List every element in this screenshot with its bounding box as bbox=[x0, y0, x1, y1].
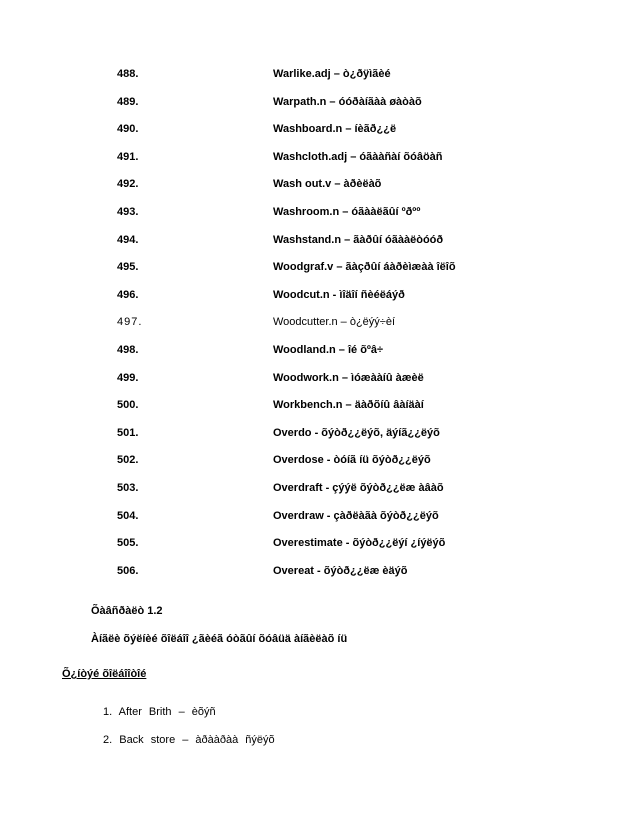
vocab-number: 489. bbox=[117, 95, 139, 108]
vocab-row bbox=[0, 232, 638, 260]
vocab-row bbox=[0, 94, 638, 122]
vocab-term: Washstand.n – ãàðûí óãààëòóóð bbox=[273, 233, 444, 246]
vocab-term: Woodcut.n - ìîäîí ñèéëáýð bbox=[273, 288, 405, 301]
vocab-row bbox=[0, 535, 638, 563]
vocab-number: 494. bbox=[117, 233, 139, 246]
section-title: Õàâñðàëò 1.2 bbox=[91, 605, 163, 617]
vocab-number: 500. bbox=[117, 399, 139, 412]
vocab-term: Woodland.n – îé õºâ÷ bbox=[273, 343, 384, 356]
vocab-row bbox=[0, 259, 638, 287]
vocabulary-list bbox=[0, 66, 638, 590]
section-description: Àíãëè õýëíèé õîëáîî ¿ãèéã óòãûí õóâüä àíãèëàõ íü bbox=[91, 633, 348, 645]
vocab-term: Overdraw - çàðëàãà õýòð¿¿ëýõ bbox=[273, 509, 439, 522]
vocab-row bbox=[0, 480, 638, 508]
vocab-number: 492. bbox=[117, 178, 139, 191]
vocab-number: 495. bbox=[117, 261, 139, 274]
vocab-term: Overestimate - õýòð¿¿ëýí ¿íýëýõ bbox=[273, 537, 446, 550]
vocab-number: 493. bbox=[117, 205, 139, 218]
subheading: Õ¿íòýé õîëáîîòîé bbox=[62, 668, 147, 680]
vocab-number: 498. bbox=[117, 343, 139, 356]
vocab-row bbox=[0, 121, 638, 149]
vocab-number: 501. bbox=[117, 426, 139, 439]
vocab-term: Washroom.n – óãààëãûí ºðºº bbox=[273, 205, 421, 218]
vocab-term: Woodcutter.n – ò¿ëýý÷èí bbox=[273, 316, 396, 329]
vocab-number: 504. bbox=[117, 509, 139, 522]
vocab-number: 490. bbox=[117, 123, 139, 136]
vocab-term: Woodgraf.v – ãàçðûí áàðèìæàà îëîõ bbox=[273, 261, 456, 274]
vocab-number: 505. bbox=[117, 537, 139, 550]
vocab-row bbox=[0, 397, 638, 425]
list-item: 1. After Brith – èõýñ bbox=[103, 706, 216, 718]
vocab-row bbox=[0, 508, 638, 536]
vocab-row bbox=[0, 287, 638, 315]
vocab-number: 502. bbox=[117, 454, 139, 467]
vocab-number: 503. bbox=[117, 481, 139, 494]
vocab-term: Woodwork.n – ìóæààíû àæèë bbox=[273, 371, 424, 384]
vocab-number: 488. bbox=[117, 68, 139, 80]
vocab-row bbox=[0, 176, 638, 204]
vocab-number: 491. bbox=[117, 150, 139, 163]
vocab-term: Overdraft - çýýë õýòð¿¿ëæ àâàõ bbox=[273, 481, 444, 494]
vocab-term: Washcloth.adj – óãààñàí õóâöàñ bbox=[273, 150, 443, 163]
vocab-row bbox=[0, 425, 638, 453]
vocab-row bbox=[0, 149, 638, 177]
vocab-row bbox=[0, 314, 638, 342]
vocab-term: Wash out.v – àðèëàõ bbox=[273, 178, 382, 191]
vocab-number: 496. bbox=[117, 288, 139, 301]
vocab-number: 499. bbox=[117, 371, 139, 384]
vocab-term: Overdose - òóíã íü õýòð¿¿ëýõ bbox=[273, 454, 431, 467]
vocab-term: Overdo - õýòð¿¿ëýõ, äýíã¿¿ëýõ bbox=[273, 426, 440, 439]
vocab-term: Workbench.n – äàðõíû âàíäàí bbox=[273, 399, 424, 412]
vocab-row bbox=[0, 66, 638, 94]
vocab-row bbox=[0, 342, 638, 370]
vocab-row bbox=[0, 452, 638, 480]
vocab-row bbox=[0, 563, 638, 591]
vocab-term: Warpath.n – óóðàíãàà øàòàõ bbox=[273, 95, 422, 108]
vocab-row bbox=[0, 370, 638, 398]
vocab-term: Warlike.adj – ò¿ðÿìãèé bbox=[273, 68, 391, 80]
vocab-number: 506. bbox=[117, 564, 139, 577]
list-item: 2. Back store – àðààðàà ñýëýõ bbox=[103, 734, 275, 746]
vocab-row bbox=[0, 204, 638, 232]
vocab-term: Overeat - õýòð¿¿ëæ èäýõ bbox=[273, 564, 408, 577]
vocab-term: Washboard.n – íèãð¿¿ë bbox=[273, 123, 397, 136]
vocab-number: 497. bbox=[117, 316, 143, 329]
